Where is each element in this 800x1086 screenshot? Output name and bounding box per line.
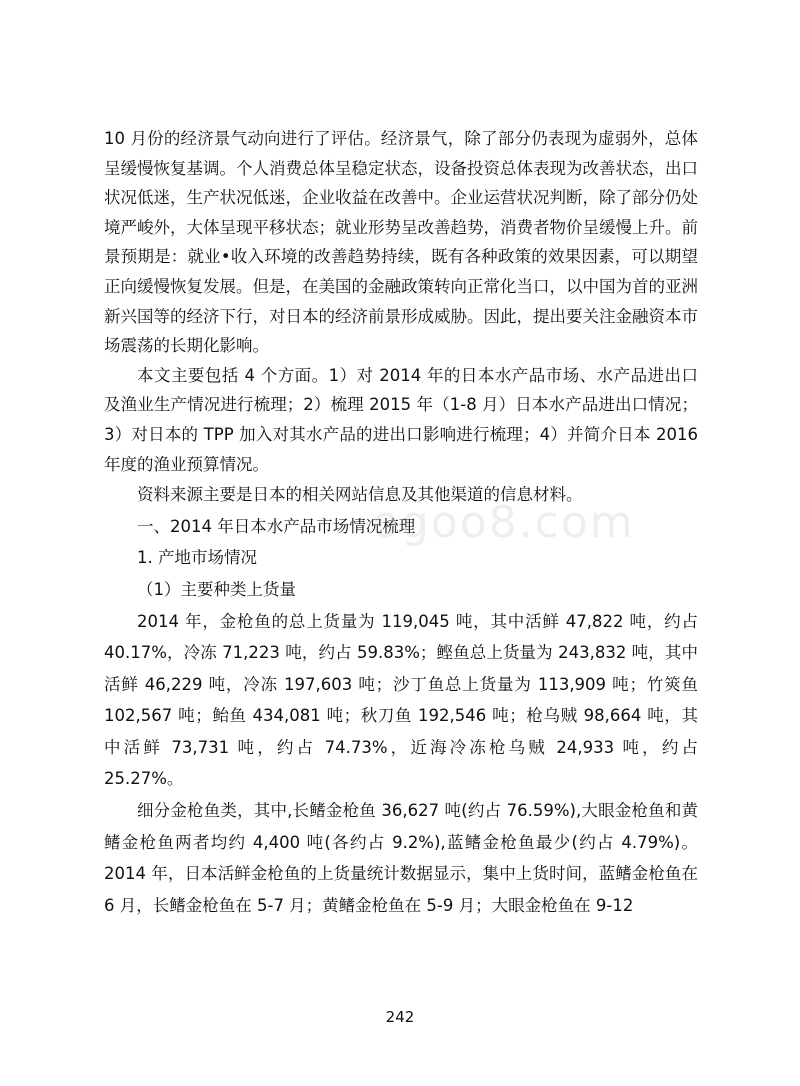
section-heading-market-review: 一、2014 年日本水产品市场情况梳理 [137,516,416,536]
paragraph-data-sources: 资料来源主要是日本的相关网站信息及其他渠道的信息材料。 [137,485,583,505]
subsection-heading-origin-market: 1. 产地市场情况 [137,548,257,568]
paragraph-tuna-breakdown: 细分金枪鱼类，其中,长鳍金枪鱼 36,627 吨(约占 76.59%),大眼金枪鱼和黄鳍金枪鱼两者均约 4,400 吨(各约占 9.2%),蓝鳍金枪鱼最少(约占 4.79%)。2014 年，日本活鲜金枪鱼的上货量统计数据显示，集中上货时间，蓝鳍金枪鱼在 6 月，长鳍金枪鱼在 5-7 月；黄鳍金枪鱼在 5-9 月；大眼金枪鱼在 9-12 [104,801,698,915]
document-body [104,124,698,921]
paragraph-economic-assessment: 10 月份的经济景气动向进行了评估。经济景气，除了部分仍表现为虚弱外，总体呈缓慢恢复基调。个人消费总体呈稳定状态，设备投资总体表现为改善状态，出口状况低迷，生产状况低迷，企业收益在改善中。企业运营状况判断，除了部分仍处境严峻外，大体呈现平移状态；就业形势呈改善趋势，消费者物价呈缓慢上升。前景预期是：就业•收入环境的改善趋势持续，既有各种政策的效果因素，可以期望正向缓慢恢复发展。但是，在美国的金融政策转向正常化当口，以中国为首的亚洲新兴国等的经济下行，对日本的经济前景形成威胁。因此，提出要关注金融资本市场震荡的长期化影响。 [104,129,698,356]
watermark: ogoo8.com [372,497,635,548]
subsubsection-heading-landings: （1）主要种类上货量 [137,579,296,599]
paragraph-landing-volumes: 2014 年，金枪鱼的总上货量为 119,045 吨，其中活鲜 47,822 吨，约占 40.17%，冷冻 71,223 吨，约占 59.83%；鲣鱼总上货量为 243,832 吨，其中活鲜 46,229 吨，冷冻 197,603 吨；沙丁鱼总上货量为 113,909 吨；竹筴鱼 102,567 吨；鲐鱼 434,081 吨；秋刀鱼 192,546 吨；枪乌贼 98,664 吨，其中活鲜 73,731 吨，约占 74.73%，近海冷冻枪乌贼 24,933 吨，约占 25.27%。 [104,611,698,789]
page-number: 242 [385,1008,415,1026]
paragraph-article-outline: 本文主要包括 4 个方面。1）对 2014 年的日本水产品市场、水产品进出口及渔业生产情况进行梳理；2）梳理 2015 年（1-8 月）日本水产品进出口情况；3）对日本的 TPP 加入对其水产品的进出口影响进行梳理；4）并简介日本 2016 年度的渔业预算情况。 [104,365,698,474]
